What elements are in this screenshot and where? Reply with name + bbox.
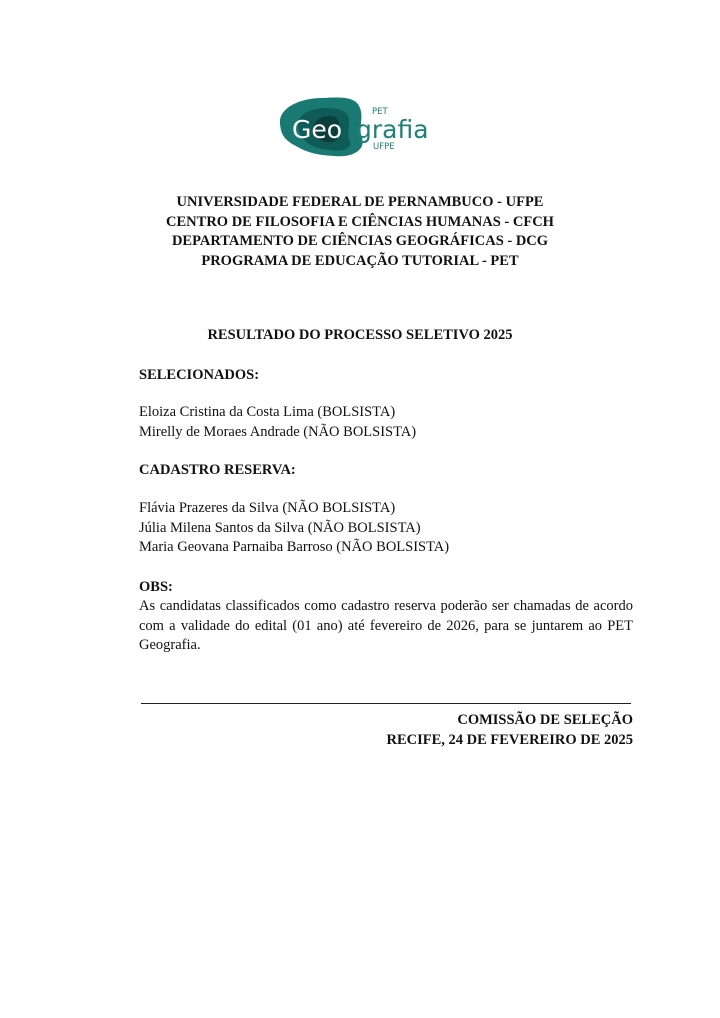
logo-ufpe-text: UFPE: [373, 142, 395, 152]
selected-heading: SELECIONADOS:: [139, 367, 260, 383]
signature-line: [141, 703, 631, 704]
reserve-heading: CADASTRO RESERVA:: [139, 462, 296, 478]
institution-header: [0, 193, 720, 271]
reserve-name: Júlia Milena Santos da Silva (NÃO BOLSISTA): [139, 519, 421, 536]
selected-list: [139, 403, 416, 442]
signature-place-date: RECIFE, 24 DE FEVEREIRO DE 2025: [386, 732, 633, 748]
header-program: PROGRAMA DE EDUCAÇÃO TUTORIAL - PET: [201, 252, 519, 269]
logo-pet-text: PET: [372, 107, 388, 117]
document-title: RESULTADO DO PROCESSO SELETIVO 2025: [207, 327, 513, 343]
header-department: DEPARTAMENTO DE CIÊNCIAS GEOGRÁFICAS - DCG: [171, 233, 549, 249]
obs-text: As candidatas classificados como cadastro reserva poderão ser chamadas de acordo com a validade do edital (01 ano) até fevereiro de 2026, para se juntarem ao PET Geografia.: [139, 598, 633, 654]
reserve-list: [139, 499, 449, 558]
signature-block: [386, 710, 633, 750]
logo-geo-text: Geo: [292, 115, 343, 144]
pet-geografia-logo: [276, 94, 438, 160]
reserve-name: Flávia Prazeres da Silva (NÃO BOLSISTA): [139, 500, 396, 516]
signature-committee: COMISSÃO DE SELEÇÃO: [457, 712, 633, 728]
logo-grafia-text: grafia: [356, 115, 429, 144]
logo-graphic: [276, 94, 438, 160]
reserve-name: Maria Geovana Parnaiba Barroso (NÃO BOLSISTA): [139, 539, 450, 555]
header-university: UNIVERSIDADE FEDERAL DE PERNAMBUCO - UFPE: [176, 194, 544, 210]
selected-name: Eloiza Cristina da Costa Lima (BOLSISTA): [139, 404, 396, 420]
obs-heading: OBS:: [139, 579, 173, 595]
selected-name: Mirelly de Moraes Andrade (NÃO BOLSISTA): [139, 423, 417, 440]
header-center: CENTRO DE FILOSOFIA E CIÊNCIAS HUMANAS - CFCH: [166, 213, 554, 230]
